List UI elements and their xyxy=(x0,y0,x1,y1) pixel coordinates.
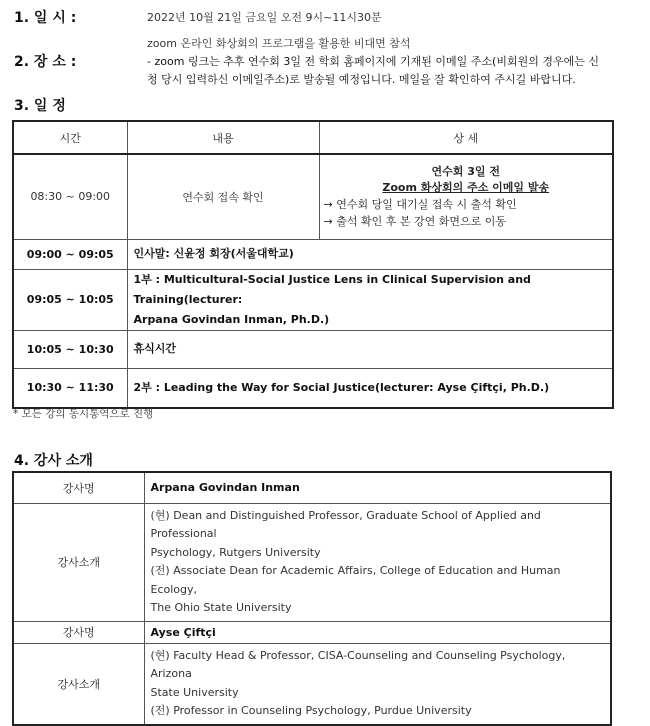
schedule-header-content: 내용 xyxy=(127,121,319,154)
schedule-content: 연수회 접속 확인 xyxy=(127,154,319,239)
lecturer-bio-row xyxy=(13,643,611,725)
datetime-value: 2022년 10월 21일 금요일 오전 9시~11시30분 xyxy=(147,11,382,24)
schedule-content-line-2: Arpana Govindan Inman, Ph.D.) xyxy=(133,312,330,326)
schedule-header-detail: 상 세 xyxy=(319,121,613,154)
lecturers-title: 4. 강사 소개 xyxy=(14,453,93,469)
lecturer-name-label: 강사명 xyxy=(13,472,144,503)
detail-title: 연수회 3일 전 xyxy=(431,164,500,178)
datetime-label: 1. 일 시 : xyxy=(14,10,77,26)
schedule-row xyxy=(13,154,613,239)
schedule-table xyxy=(12,120,614,409)
schedule-content xyxy=(127,269,613,330)
schedule-time: 08:30 ~ 09:00 xyxy=(13,154,127,239)
schedule-time: 10:05 ~ 10:30 xyxy=(13,330,127,368)
detail-underlined: Zoom 화상회의 주소 이메일 발송 xyxy=(382,180,550,194)
schedule-title: 3. 일 정 xyxy=(14,98,66,114)
venue-line-2: - zoom 링크는 추후 연수회 3일 전 학회 홈페이지에 기재된 이메일 주소(비회원의 경우에는 신 xyxy=(147,55,599,68)
schedule-detail xyxy=(319,154,613,239)
lecturer-name-row xyxy=(13,472,611,503)
interpretation-note: * 모든 강의 동시통역으로 진행 xyxy=(13,408,154,420)
lecturer-name: Ayse Çiftçi xyxy=(144,621,611,643)
schedule-row xyxy=(13,239,613,269)
bio-line: (현) Dean and Distinguished Professor, Graduate School of Applied and Professional xyxy=(150,508,541,540)
schedule-header-time: 시간 xyxy=(13,121,127,154)
lecturer-bio-row xyxy=(13,503,611,621)
bio-line: State University xyxy=(150,685,239,699)
schedule-row xyxy=(13,269,613,330)
lecturer-bio xyxy=(144,643,611,725)
lecturer-name: Arpana Govindan Inman xyxy=(144,472,611,503)
schedule-header-row xyxy=(13,121,613,154)
schedule-time: 10:30 ~ 11:30 xyxy=(13,368,127,408)
bio-line: (전) Professor in Counseling Psychology, Purdue University xyxy=(150,704,472,717)
schedule-row xyxy=(13,368,613,408)
lecturer-bio-label: 강사소개 xyxy=(13,643,144,725)
venue-line-1: zoom 온라인 화상회의 프로그램을 활용한 비대면 참석 xyxy=(147,37,411,50)
bio-line: (전) Associate Dean for Academic Affairs, College of Education and Human Ecology, xyxy=(150,564,561,596)
schedule-time: 09:00 ~ 09:05 xyxy=(13,239,127,269)
lecturer-bio xyxy=(144,503,611,621)
schedule-row xyxy=(13,330,613,368)
detail-line-1: → 연수회 당일 대기실 접속 시 출석 확인 xyxy=(323,197,517,211)
bio-line: (현) Faculty Head & Professor, CISA-Counseling and Counseling Psychology, Arizona xyxy=(150,648,566,680)
bio-line: Psychology, Rutgers University xyxy=(150,545,321,559)
lecturers-table xyxy=(12,471,612,726)
lecturer-name-label: 강사명 xyxy=(13,621,144,643)
schedule-content-line-1: 1부 : Multicultural-Social Justice Lens in Clinical Supervision and Training(lecturer: xyxy=(133,272,531,306)
schedule-content: 인사말: 신윤정 회장(서울대학교) xyxy=(127,239,613,269)
venue-line-3: 청 당시 입력하신 이메일주소)로 발송될 예정입니다. 메일을 잘 확인하여 주시길 바랍니다. xyxy=(147,73,576,86)
detail-line-2: → 출석 확인 후 본 강연 화면으로 이동 xyxy=(323,214,506,228)
lecturer-name-row xyxy=(13,621,611,643)
schedule-content: 2부 : Leading the Way for Social Justice(lecturer: Ayse Çiftçi, Ph.D.) xyxy=(127,368,613,408)
lecturer-bio-label: 강사소개 xyxy=(13,503,144,621)
schedule-time: 09:05 ~ 10:05 xyxy=(13,269,127,330)
schedule-content: 휴식시간 xyxy=(127,330,613,368)
venue-label: 2. 장 소 : xyxy=(14,54,77,70)
bio-line: The Ohio State University xyxy=(150,601,292,614)
